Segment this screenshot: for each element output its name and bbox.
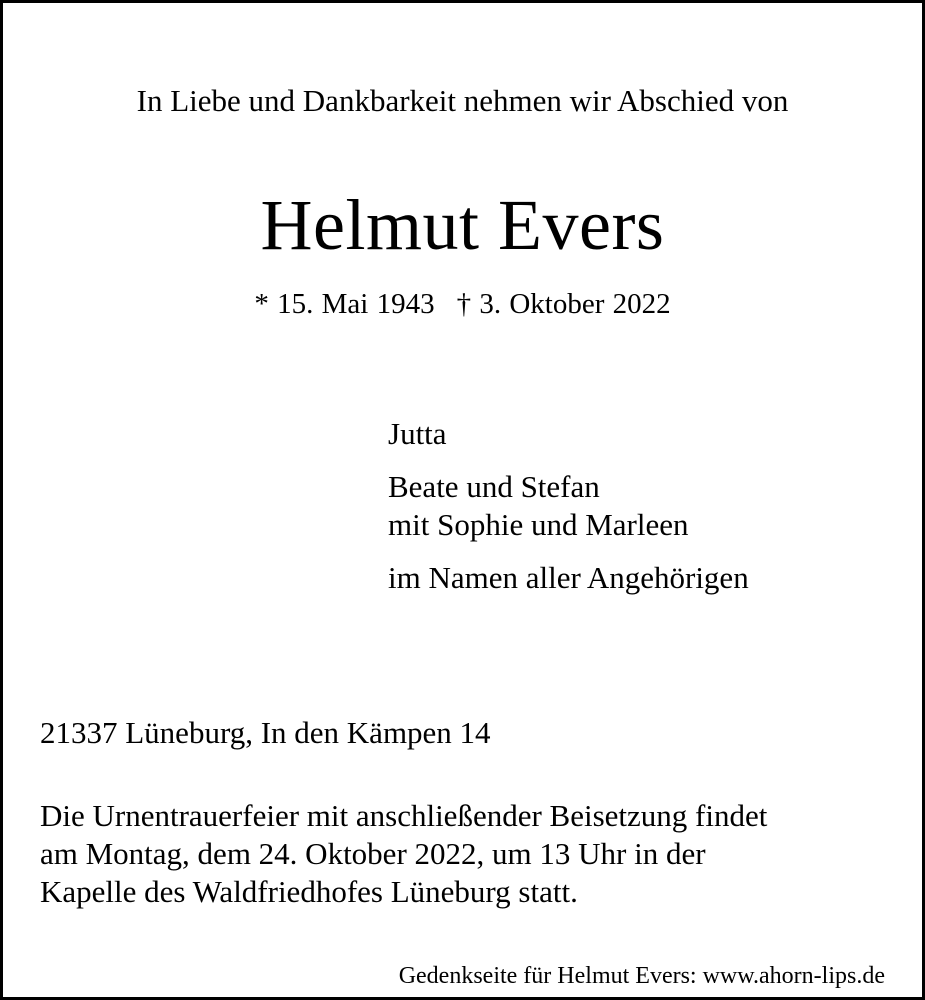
ceremony-line: am Montag, dem 24. Oktober 2022, um 13 Uhr in der (40, 836, 706, 871)
mourner-line: Jutta (388, 416, 447, 451)
deceased-name: Helmut Evers (260, 185, 665, 265)
intro-text: In Liebe und Dankbarkeit nehmen wir Abschied von (136, 83, 789, 118)
death-date: † 3. Oktober 2022 (456, 288, 671, 320)
mourner-line: mit Sophie und Marleen (388, 507, 689, 542)
mourner-group (388, 415, 749, 453)
ceremony-line: Die Urnentrauerfeier mit anschließender Beisetzung findet (40, 798, 768, 833)
family-address: 21337 Lüneburg, In den Kämpen 14 (40, 715, 491, 750)
life-dates (3, 286, 922, 322)
ceremony-line: Kapelle des Waldfriedhofes Lüneburg statt. (40, 874, 578, 909)
mourner-line: Beate und Stefan (388, 469, 600, 504)
birth-date: * 15. Mai 1943 (254, 288, 435, 320)
ceremony-details (40, 797, 890, 911)
mourner-group (388, 468, 749, 544)
memorial-page-link[interactable]: Gedenkseite für Helmut Evers: www.ahorn-lips.de (398, 963, 885, 989)
mourner-line: im Namen aller Angehörigen (388, 560, 749, 595)
mourners-list (388, 415, 749, 612)
mourner-group (388, 559, 749, 597)
